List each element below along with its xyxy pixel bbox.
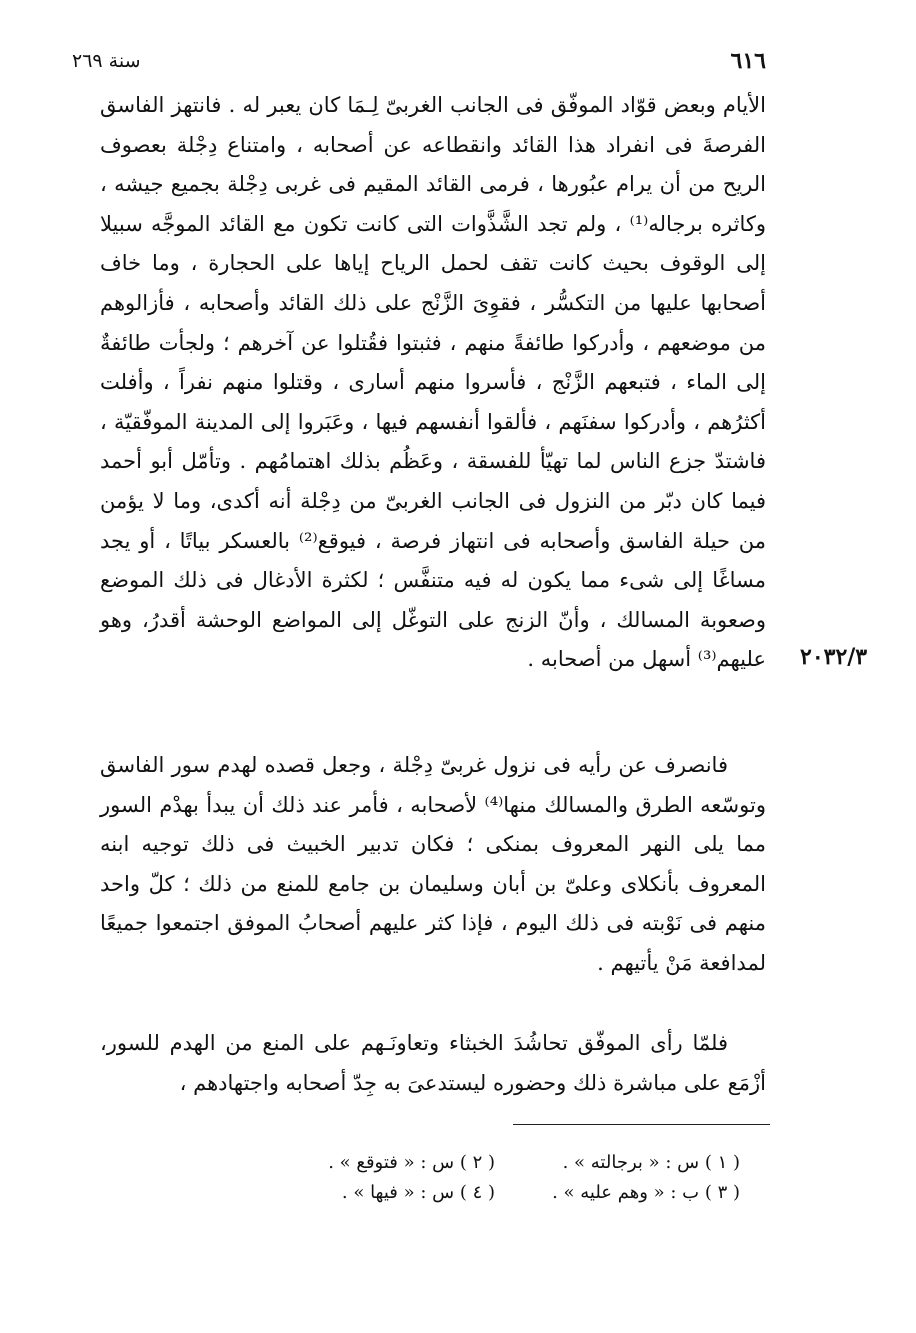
- footnote-row: [250, 1148, 740, 1178]
- footnote-1: ( ١ ) س : « برجالته » .: [562, 1152, 740, 1173]
- paragraph-3: فلمّا رأى الموفّق تحاشُدَ الخبثاء وتعاونَـهم على المنع من الهدم للسور، أزْمَع على مباشرة ذلك وحضوره ليستدعىَ به جِدّ أصحابه واجتهادهم ،: [100, 1031, 766, 1095]
- running-head-year: سنة ٢٦٩: [72, 50, 141, 72]
- paragraph-1: الأيام وبعض قوّاد الموفّق فى الجانب الغربىّ لِـمَا كان يعبر له . فانتهز الفاسق الفرصةَ فى انفراد هذا القائد وانقطاعه عن أصحابه ، وامتناع دِجْلة بعصوف الريح من أن يرام عبُورها ، فرمى القائد المقيم فى غربى دِجْلة بجميع جيشه ، وكاثره برجاله⁽¹⁾ ، ولم تجد الشَّذَّوات التى كانت تكون مع القائد الموجَّه سبيلا إلى الوقوف بحيث كانت تقف لحمل الرياح إياها على الحجارة ، وما خاف أصحابها عليها من التكسُّر ، فقوِىَ الزَّنْج على ذلك القائد وأصحابه ، فأزالوهم من موضعهم ، وأدركوا طائفةً منهم ، فثبتوا فقُتلوا عن آخرهم ؛ ولجأت طائفةٌ إلى الماء ، فتبعهم الزَّنْج ، فأسروا منهم أسارى ، وقتلوا منهم نفراً ، وأفلت أكثرُهم ، وأدركوا سفنَهم ، فألقوا أنفسهم فيها ، وعَبَروا إلى المدينة الموفّقيّة ، فاشتدّ جزع الناس لما تهيّأ للفسقة ، وعَظُم بذلك اهتمامُهم . وتأمّل أبو أحمد فيما كان دبّر من النزول فى الجانب الغربىّ من دِجْلة أنه أكدى، وما لا يؤمن من حيلة الفاسق وأصحابه فى انتهاز فرصة ، فيوقع⁽²⁾ بالعسكر بياتًا ، أو يجد مساغًا إلى شىء مما يكون له فيه متنفَّس ؛ لكثرة الأدغال فى ذلك الموضع وصعوبة المسالك ، وأنّ الزنج على التوغّل إلى المواضع الوحشة أقدرُ، وهو عليهم⁽³⁾ أسهل من أصحابه .: [100, 93, 766, 672]
- paragraph-2: فانصرف عن رأيه فى نزول غربىّ دِجْلة ، وجعل قصده لهدم سور الفاسق وتوسّعه الطرق والمسالك منها⁽⁴⁾ لأصحابه ، فأمر عند ذلك أن يبدأ بهدْم السور مما يلى النهر المعروف بمنكى ؛ فكان تدبير الخبيث فى ذلك توجيه ابنه المعروف بأنكلاى وعلىّ بن أبان وسليمان بن جامع للمنع من ذلك ؛ كلّ واحد منهم فى نَوْبته فى ذلك اليوم ، فإذا كثر عليهم أصحابُ الموفق اجتمعوا جميعًا لمدافعة مَنْ يأتيهم .: [100, 753, 766, 975]
- footnotes: [250, 1148, 740, 1208]
- margin-reference: ٢٠٣٢/٣: [800, 644, 868, 670]
- footnote-row: [250, 1178, 740, 1208]
- footnote-3: ( ٣ ) ب : « وهم عليه » .: [552, 1182, 740, 1203]
- footnote-2: ( ٢ ) س : « فتوقع » .: [328, 1152, 495, 1173]
- page-number: ٦١٦: [730, 48, 766, 74]
- footnote-4: ( ٤ ) س : « فيها » .: [341, 1182, 495, 1203]
- footnote-divider: [513, 1124, 770, 1125]
- page-header: [72, 44, 766, 80]
